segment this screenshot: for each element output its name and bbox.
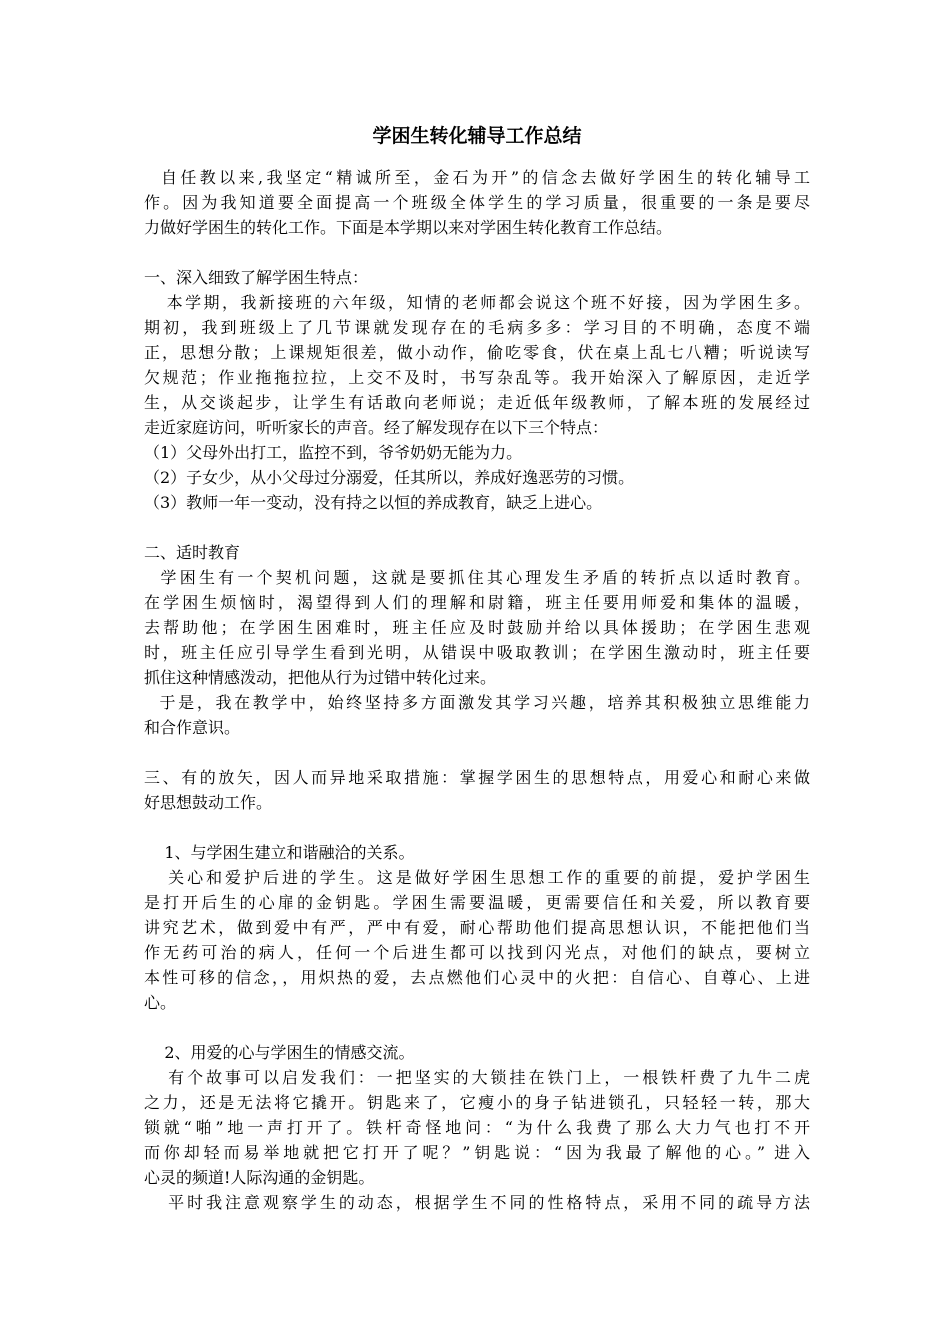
text-line: 时，班主任应引导学生看到光明，从错误中吸取教训；在学困生激动时，班主任要 [144,643,810,662]
blank-line [144,1015,810,1040]
text-line: 二、适时教育 [144,543,241,562]
text-line: 力做好学困生的转化工作。下面是本学期以来对学困生转化教育工作总结。 [144,218,673,237]
text-line: 期初，我到班级上了几节课就发现存在的毛病多多：学习目的不明确，态度不端 [144,318,810,337]
text-line: 心。 [144,993,177,1012]
blank-line [144,240,810,265]
text-line: （3）教师一年一变动，没有持之以恒的养成教育，缺乏上进心。 [144,493,603,512]
text-line: 而你却轻而易举地就把它打开了呢？”钥匙说：“因为我最了解他的心。” 进入 [144,1143,810,1162]
text-line: 在学困生烦恼时，渴望得到人们的理解和尉籍，班主任要用师爱和集体的温暖， [144,593,810,612]
text-line: 本学期，我新接班的六年级，知情的老师都会说这个班不好接，因为学困生多。 [144,293,810,312]
text-line: 平时我注意观察学生的动态，根据学生不同的性格特点，采用不同的疏导方法 [144,1193,810,1212]
text-line: 正，思想分散；上课规矩很差，做小动作，偷吃零食，伏在桌上乱七八糟；听说读写 [144,343,810,362]
text-line: 锁就“啪”地一声打开了。铁杆奇怪地问：“为什么我费了那么大力气也打不开 [144,1118,810,1137]
text-line: 关心和爱护后进的学生。这是做好学困生思想工作的重要的前提，爱护学困生 [144,868,810,887]
blank-line [144,515,810,540]
document-page [144,121,810,1215]
text-line: 去帮助他；在学困生困难时，班主任应及时鼓励并给以具体援助；在学困生悲观 [144,618,810,637]
text-line: 和合作意识。 [144,718,241,737]
blank-line [144,815,810,840]
text-line: 作无药可治的病人，任何一个后进生都可以找到闪光点，对他们的缺点，要树立 [144,943,810,962]
text-line: 欠规范；作业拖拖拉拉，上交不及时，书写杂乱等。我开始深入了解原因，走近学 [144,368,810,387]
text-line: 好思想鼓动工作。 [144,793,273,812]
text-line: 抓住这种情感泼动，把他从行为过错中转化过来。 [144,668,497,687]
text-line: 心灵的频道!人际沟通的金钥匙。 [144,1168,375,1187]
text-line: 1、与学困生建立和谐融洽的关系。 [144,843,415,862]
text-line: 于是，我在教学中，始终坚持多方面激发其学习兴趣，培养其积极独立思维能力 [144,693,810,712]
text-line: 学困生有一个契机问题，这就是要抓住其心理发生矛盾的转折点以适时教育。 [144,568,810,587]
text-line: 之力，还是无法将它撬开。钥匙来了，它瘦小的身子钻进锁孔，只轻轻一转，那大 [144,1093,810,1112]
document-title: 学困生转化辅导工作总结 [372,125,582,147]
text-line: （1）父母外出打工，监控不到，爷爷奶奶无能为力。 [144,443,523,462]
text-line: 生，从交谈起步，让学生有话敢向老师说；走近低年级教师，了解本班的发展经过 [144,393,810,412]
text-line: 是打开后生的心扉的金钥匙。学困生需要温暖，更需要信任和关爱，所以教育要 [144,893,810,912]
document-body [144,165,810,1215]
text-line: （2）子女少，从小父母过分溺爱，任其所以，养成好逸恶劳的习惯。 [144,468,635,487]
text-line: 讲究艺术，做到爱中有严，严中有爱，耐心帮助他们提高思想认识，不能把他们当 [144,918,810,937]
text-line: 作。因为我知道要全面提高一个班级全体学生的学习质量，很重要的一条是要尽 [144,193,810,212]
text-line: 一、深入细致了解学困生特点： [144,268,369,287]
text-line: 2、用爱的心与学困生的情感交流。 [144,1043,415,1062]
text-line: 有个故事可以启发我们：一把坚实的大锁挂在铁门上，一根铁杆费了九牛二虎 [144,1068,810,1087]
blank-line [144,740,810,765]
text-line: 自任教以来,我坚定“精诚所至，金石为开”的信念去做好学困生的转化辅导工 [144,168,810,187]
text-line: 本性可移的信念，，用炽热的爱，去点燃他们心灵中的火把：自信心、自尊心、上进 [144,968,810,987]
text-line: 三、有的放矢，因人而异地采取措施：掌握学困生的思想特点，用爱心和耐心来做 [144,768,810,787]
text-line: 走近家庭访问，听听家长的声音。经了解发现存在以下三个特点： [144,418,609,437]
